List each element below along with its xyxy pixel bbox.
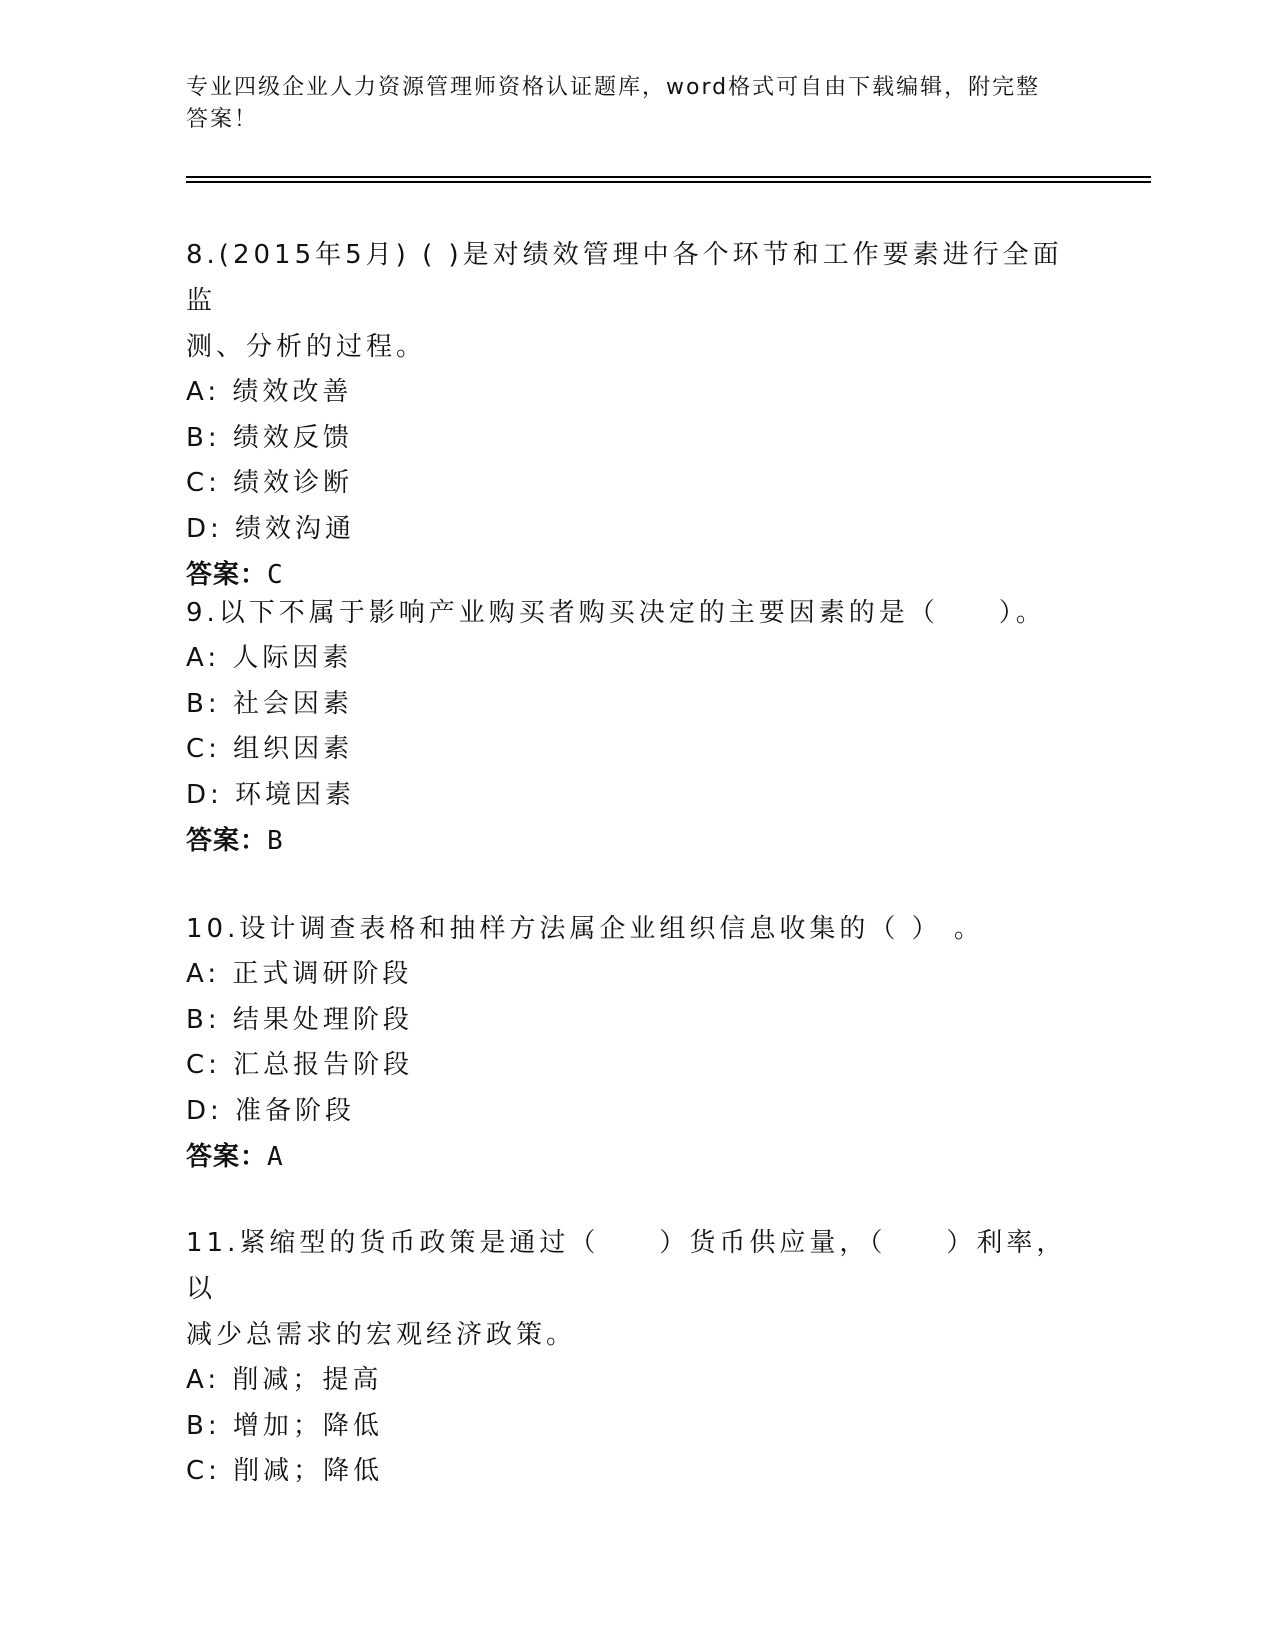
answer-value: B bbox=[267, 826, 284, 856]
header-line-2: 答案！ bbox=[186, 107, 259, 132]
question-stem: 11.紧缩型的货币政策是通过（ ）货币供应量，（ ）利率，以 bbox=[186, 1228, 1067, 1304]
answer-label: 答案： bbox=[186, 826, 268, 856]
option-c: C: 组织因素 bbox=[186, 734, 354, 764]
answer bbox=[186, 818, 1086, 864]
option-a: A: 正式调研阶段 bbox=[186, 959, 413, 989]
option-c: C: 削减；降低 bbox=[186, 1456, 384, 1486]
option-c: C: 绩效诊断 bbox=[186, 468, 354, 498]
question-9 bbox=[186, 590, 1086, 864]
header-divider-top bbox=[186, 176, 1151, 178]
answer-value: C bbox=[267, 560, 284, 590]
question-stem: 8.(2015年5月) ( )是对绩效管理中各个环节和工作要素进行全面监 bbox=[186, 240, 1063, 316]
question-stem: 9.以下不属于影响产业购买者购买决定的主要因素的是（ ）。 bbox=[186, 598, 1046, 628]
answer bbox=[186, 1134, 1086, 1180]
option-a: A: 人际因素 bbox=[186, 643, 353, 673]
option-d: D: 准备阶段 bbox=[186, 1095, 356, 1126]
document-header bbox=[186, 72, 1066, 136]
option-b: B: 结果处理阶段 bbox=[186, 1004, 413, 1035]
header-line-1: 专业四级企业人力资源管理师资格认证题库，word格式可自由下载编辑，附完整 bbox=[186, 75, 1041, 100]
option-a: A: 绩效改善 bbox=[186, 377, 353, 407]
question-10 bbox=[186, 906, 1086, 1180]
option-c: C: 汇总报告阶段 bbox=[186, 1050, 414, 1080]
question-stem-continued: 减少总需求的宏观经济政策。 bbox=[186, 1320, 577, 1350]
header-divider-bottom bbox=[186, 181, 1151, 183]
answer-label: 答案： bbox=[186, 560, 268, 590]
question-11 bbox=[186, 1220, 1086, 1495]
option-d: D: 绩效沟通 bbox=[186, 513, 356, 544]
option-d: D: 环境因素 bbox=[186, 779, 356, 810]
question-stem: 10.设计调查表格和抽样方法属企业组织信息收集的（ ） 。 bbox=[186, 914, 984, 944]
question-stem-continued: 测、分析的过程。 bbox=[186, 332, 427, 362]
option-a: A: 削减；提高 bbox=[186, 1365, 383, 1395]
option-b: B: 社会因素 bbox=[186, 688, 353, 719]
question-8 bbox=[186, 232, 1086, 598]
answer-value: A bbox=[267, 1142, 284, 1172]
option-b: B: 绩效反馈 bbox=[186, 422, 353, 453]
answer-label: 答案： bbox=[186, 1142, 268, 1172]
option-b: B: 增加；降低 bbox=[186, 1410, 383, 1441]
